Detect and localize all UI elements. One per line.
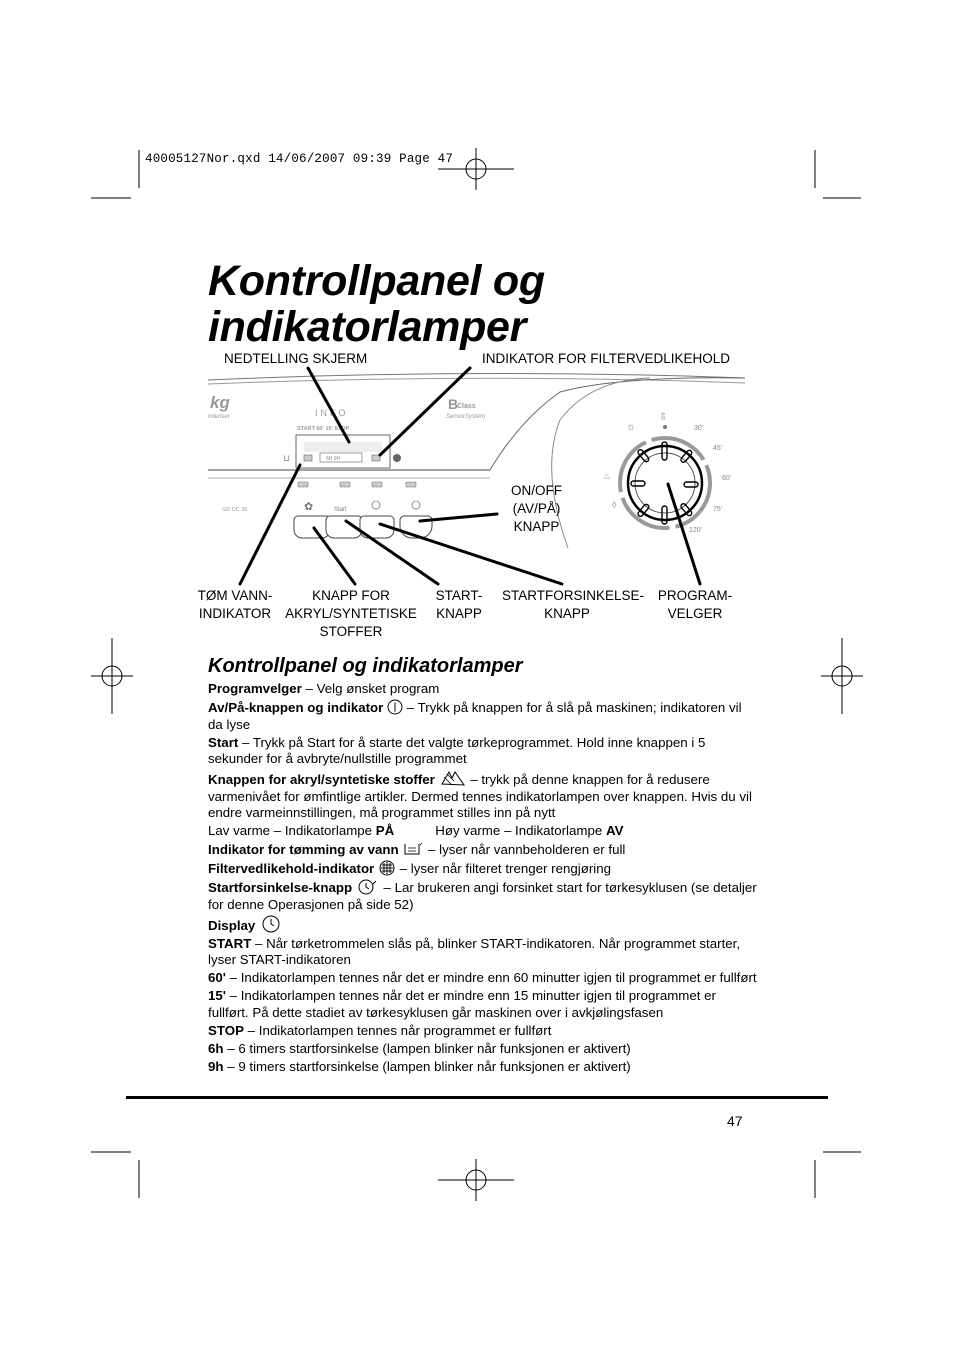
label-empty-water-line-2: INDIKATOR <box>198 606 272 621</box>
label-empty-water <box>190 587 280 623</box>
para-delay: Startforsinkelse-knapp – Lar brukeren angi forsinket start for tørkesyklusen (se detaljer for denne Operasjonen på side 52) <box>208 880 757 912</box>
panel-info: INFO <box>315 408 349 418</box>
para-water-indicator: Indikator for tømming av vann – lyser når vannbeholderen er full <box>208 842 626 858</box>
delay-symbol-icon <box>356 879 380 895</box>
para-display-15: 15' – Indikatorlampen tennes når det er mindre enn 15 minutter igjen til programmet er fullført. På dette stadiet av tørkesyklusen går maskinen over i avkjølingsfasen <box>208 988 716 1020</box>
dial-time-30: 30' <box>694 425 704 432</box>
acryl-symbol-icon <box>439 769 467 787</box>
section-heading: Kontrollpanel og indikatorlamper <box>208 655 523 677</box>
para-onoff: Av/På-knappen og indikator – Trykk på knappen for å slå på maskinen; indikatoren vil da lyse <box>208 699 742 732</box>
label-delay-line-1: STARTFORSINKELSE- <box>502 588 645 603</box>
label-countdown-display: NEDTELLING SKJERM <box>224 351 368 366</box>
page-number: 47 <box>727 1113 743 1129</box>
label-empty-water-line-1: TØM VANN- <box>197 588 273 603</box>
panel-sensor-text: SensorSystem <box>446 414 486 420</box>
leader-empty-water <box>240 465 300 584</box>
panel-display-labels: START 60' 15' STOP <box>297 426 350 432</box>
para-start: Start – Trykk på Start for å starte det valgte tørkeprogrammet. Hold inne knappen i 5 sekunder for å avbryte/nullstille programmet <box>208 734 706 767</box>
para-display-stop: STOP – Indikatorlampen tennes når programmet er fullført <box>208 1022 552 1038</box>
label-program-line-2: VELGER <box>667 606 723 621</box>
page-title-line-1: Kontrollpanel og <box>208 257 545 305</box>
label-onoff-button <box>511 482 562 536</box>
acryl-button <box>294 516 330 538</box>
dial-shirt-icon: ♨ <box>603 471 612 481</box>
label-program-selector <box>650 587 740 623</box>
label-onoff-line-1: ON/OFF <box>511 483 562 498</box>
label-start-button <box>430 587 488 623</box>
registration-mark-bottom <box>438 1159 514 1201</box>
dial-air-label: AIR <box>659 412 665 421</box>
dial-time-120: 120' <box>689 527 703 534</box>
power-symbol-icon <box>387 699 403 715</box>
body-text <box>208 681 760 1077</box>
para-acryl: Knappen for akryl/syntetiske stoffer – trykk på denne knappen for å redusere varmenivået for ømfintlige artikler. Dermed tennes indikatorlampen over knappen. Hvis du vil endre varmeinnstillingen, må programmet stilles inn på nytt <box>208 769 760 822</box>
para-program-selector: Programvelger – Velg ønsket program <box>208 681 440 696</box>
page-title-line-2: indikatorlamper <box>208 303 527 351</box>
filter-symbol-icon <box>378 860 396 876</box>
filter-indicator-lamp <box>393 454 401 462</box>
dial-drop-icon: ◊ <box>612 500 617 510</box>
panel-class-text: Class <box>457 403 476 410</box>
acryl-icon: ✿ <box>304 501 314 513</box>
para-display-60: 60' – Indikatorlampen tennes når det er mindre enn 60 minutter igjen til programmet er fullført <box>208 970 757 986</box>
para-display-6h: 6h – 6 timers startforsinkelse (lampen blinker når funksjonen er aktivert) <box>208 1040 631 1056</box>
panel-class-letter: B <box>448 396 459 412</box>
para-filter-indicator: Filtervedlikehold-indikator – lyser når filteret trenger rengjøring <box>208 861 612 877</box>
dial-time-75: 75' <box>713 506 723 513</box>
label-onoff-line-2: (AV/PÅ) <box>512 501 561 516</box>
display-delay-labels: 6H 9H <box>326 456 341 462</box>
label-start-line-2: KNAPP <box>436 606 482 621</box>
footer-rule <box>126 1096 828 1099</box>
label-onoff-line-3: KNAPP <box>513 519 560 534</box>
para-display-9h: 9h – 9 timers startforsinkelse (lampen blinker når funksjonen er aktivert) <box>208 1058 631 1074</box>
dial-time-45: 45' <box>713 445 723 452</box>
dial-time-60: 60' <box>722 475 732 482</box>
display-clock-icon <box>259 915 283 933</box>
label-acryl-button <box>285 587 417 641</box>
label-acryl-line-3: STOFFER <box>319 624 383 639</box>
control-panel-diagram <box>0 0 954 660</box>
file-slug: 40005127Nor.qxd 14/06/2007 09:39 Page 47 <box>145 152 454 166</box>
delay-icon <box>372 501 380 509</box>
para-display-start: START – Når tørketrommelen slås på, blinker START-indikatoren. Når programmet starter, lyser START-indikatoren <box>208 935 741 968</box>
label-program-line-1: PROGRAM- <box>657 588 733 603</box>
para-heat-levels: Lav varme – Indikatorlampe PÅ Høy varme – Indikatorlampe AV <box>208 823 624 839</box>
label-filter-indicator: INDIKATOR FOR FILTERVEDLIKEHOLD <box>482 351 731 366</box>
panel-brand-sub: ndenser <box>208 414 230 420</box>
panel-brand: kg <box>210 393 230 412</box>
power-icon <box>412 501 420 509</box>
label-acryl-line-1: KNAPP FOR <box>312 588 390 603</box>
label-start-line-1: START- <box>435 588 483 603</box>
dial-sun-icon: ☼ <box>626 421 637 433</box>
water-tank-symbol-icon <box>402 841 424 857</box>
label-delay-button <box>502 587 645 623</box>
program-dial <box>620 425 710 528</box>
panel-model: GD DC 36 <box>222 507 248 513</box>
water-tank-icon: ⊔ <box>283 453 291 463</box>
para-display: Display <box>208 915 760 935</box>
label-delay-line-2: KNAPP <box>544 606 590 621</box>
panel-start-label: Start <box>334 507 347 513</box>
label-acryl-line-2: AKRYL/SYNTETISKE <box>285 606 417 621</box>
